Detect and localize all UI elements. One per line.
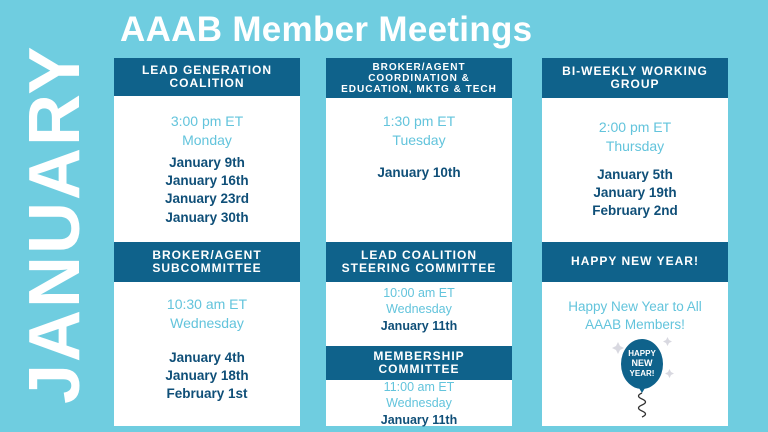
- meeting-dates: [114, 154, 300, 227]
- header-line: COALITION: [169, 76, 245, 90]
- meeting-time: [114, 112, 300, 150]
- header-line: MEMBERSHIP: [373, 348, 465, 363]
- sparkle-icon: [665, 369, 674, 378]
- balloon-knot: [639, 388, 645, 393]
- day-text: Wednesday: [386, 395, 452, 410]
- date-item: January 16th: [165, 173, 249, 189]
- balloon-string: [639, 393, 646, 417]
- date-item: January 11th: [380, 413, 458, 427]
- header-line: BI-WEEKLY WORKING: [562, 63, 708, 78]
- card-header: [114, 242, 300, 282]
- card-happy-new-year: [542, 242, 728, 426]
- card-header: [326, 242, 512, 282]
- day-text: Monday: [182, 131, 232, 148]
- time-text: 11:00 am ET: [383, 380, 455, 394]
- card-header: [542, 242, 728, 282]
- meeting-time: [326, 112, 512, 150]
- date-item: January 5th: [597, 167, 673, 182]
- meeting-time: [114, 295, 300, 333]
- sparkle-icon: [612, 342, 624, 354]
- meeting-dates: [114, 349, 300, 404]
- new-year-message: [542, 298, 728, 334]
- meeting-dates: [326, 164, 512, 182]
- header-line: BROKER/AGENT: [372, 61, 466, 73]
- header-line: COORDINATION &: [368, 72, 470, 84]
- date-item: January 9th: [169, 155, 245, 170]
- day-text: Tuesday: [392, 131, 446, 148]
- meeting-time: [542, 118, 728, 156]
- time-text: 1:30 pm ET: [382, 113, 456, 129]
- balloon-text: NEW: [631, 358, 653, 368]
- card-header: [542, 58, 728, 98]
- header-line: COMMITTEE: [378, 362, 460, 376]
- header-line: EDUCATION, MKTG & TECH: [341, 83, 497, 95]
- date-item: February 2nd: [592, 203, 678, 219]
- header-line: LEAD COALITION: [361, 247, 477, 262]
- header-line: BROKER/AGENT: [152, 247, 262, 262]
- card-header-membership: [326, 346, 512, 380]
- sparkle-icon: [663, 337, 672, 346]
- time-text: 3:00 pm ET: [170, 113, 244, 129]
- card-lead-generation: [114, 58, 300, 242]
- meeting-time-membership: [326, 380, 512, 411]
- card-header: [114, 58, 300, 96]
- balloon-text: YEAR!: [629, 369, 655, 378]
- header-line: GROUP: [610, 77, 660, 91]
- date-item: February 1st: [166, 386, 248, 402]
- meeting-time: [326, 286, 512, 317]
- date-item: January 19th: [593, 185, 677, 201]
- meeting-dates: [542, 166, 728, 221]
- meeting-dates: [326, 318, 512, 335]
- date-item: January 18th: [165, 368, 249, 384]
- time-text: 10:30 am ET: [166, 296, 248, 312]
- time-text: 10:00 am ET: [383, 286, 455, 300]
- date-item: January 4th: [169, 350, 245, 365]
- page-title: AAAB Member Meetings: [120, 10, 533, 49]
- balloon-text: HAPPY: [628, 349, 656, 358]
- date-item: January 11th: [380, 319, 458, 333]
- card-broker-agent-subcommittee: [114, 242, 300, 426]
- day-text: Wednesday: [170, 314, 244, 331]
- month-label: JANUARY: [15, 44, 95, 404]
- header-line: SUBCOMMITTEE: [152, 261, 262, 275]
- header-line: HAPPY NEW YEAR!: [571, 254, 699, 269]
- date-item: January 23rd: [164, 191, 250, 207]
- card-lead-coalition-steering: [326, 242, 512, 426]
- balloon-icon: [606, 334, 678, 422]
- header-line: LEAD GENERATION: [141, 62, 273, 77]
- header-line: STEERING COMMITTEE: [341, 261, 497, 275]
- card-bi-weekly-working-group: [542, 58, 728, 242]
- date-item: January 30th: [165, 209, 249, 225]
- message-line: Happy New Year to All: [568, 299, 702, 314]
- time-text: 2:00 pm ET: [598, 119, 672, 135]
- card-broker-agent-coordination: [326, 58, 512, 242]
- message-line: AAAB Members!: [585, 317, 685, 333]
- day-text: Thursday: [605, 137, 665, 154]
- meeting-dates-membership: [326, 412, 512, 429]
- card-header: [326, 58, 512, 98]
- date-item: January 10th: [377, 165, 461, 180]
- day-text: Wednesday: [386, 301, 452, 316]
